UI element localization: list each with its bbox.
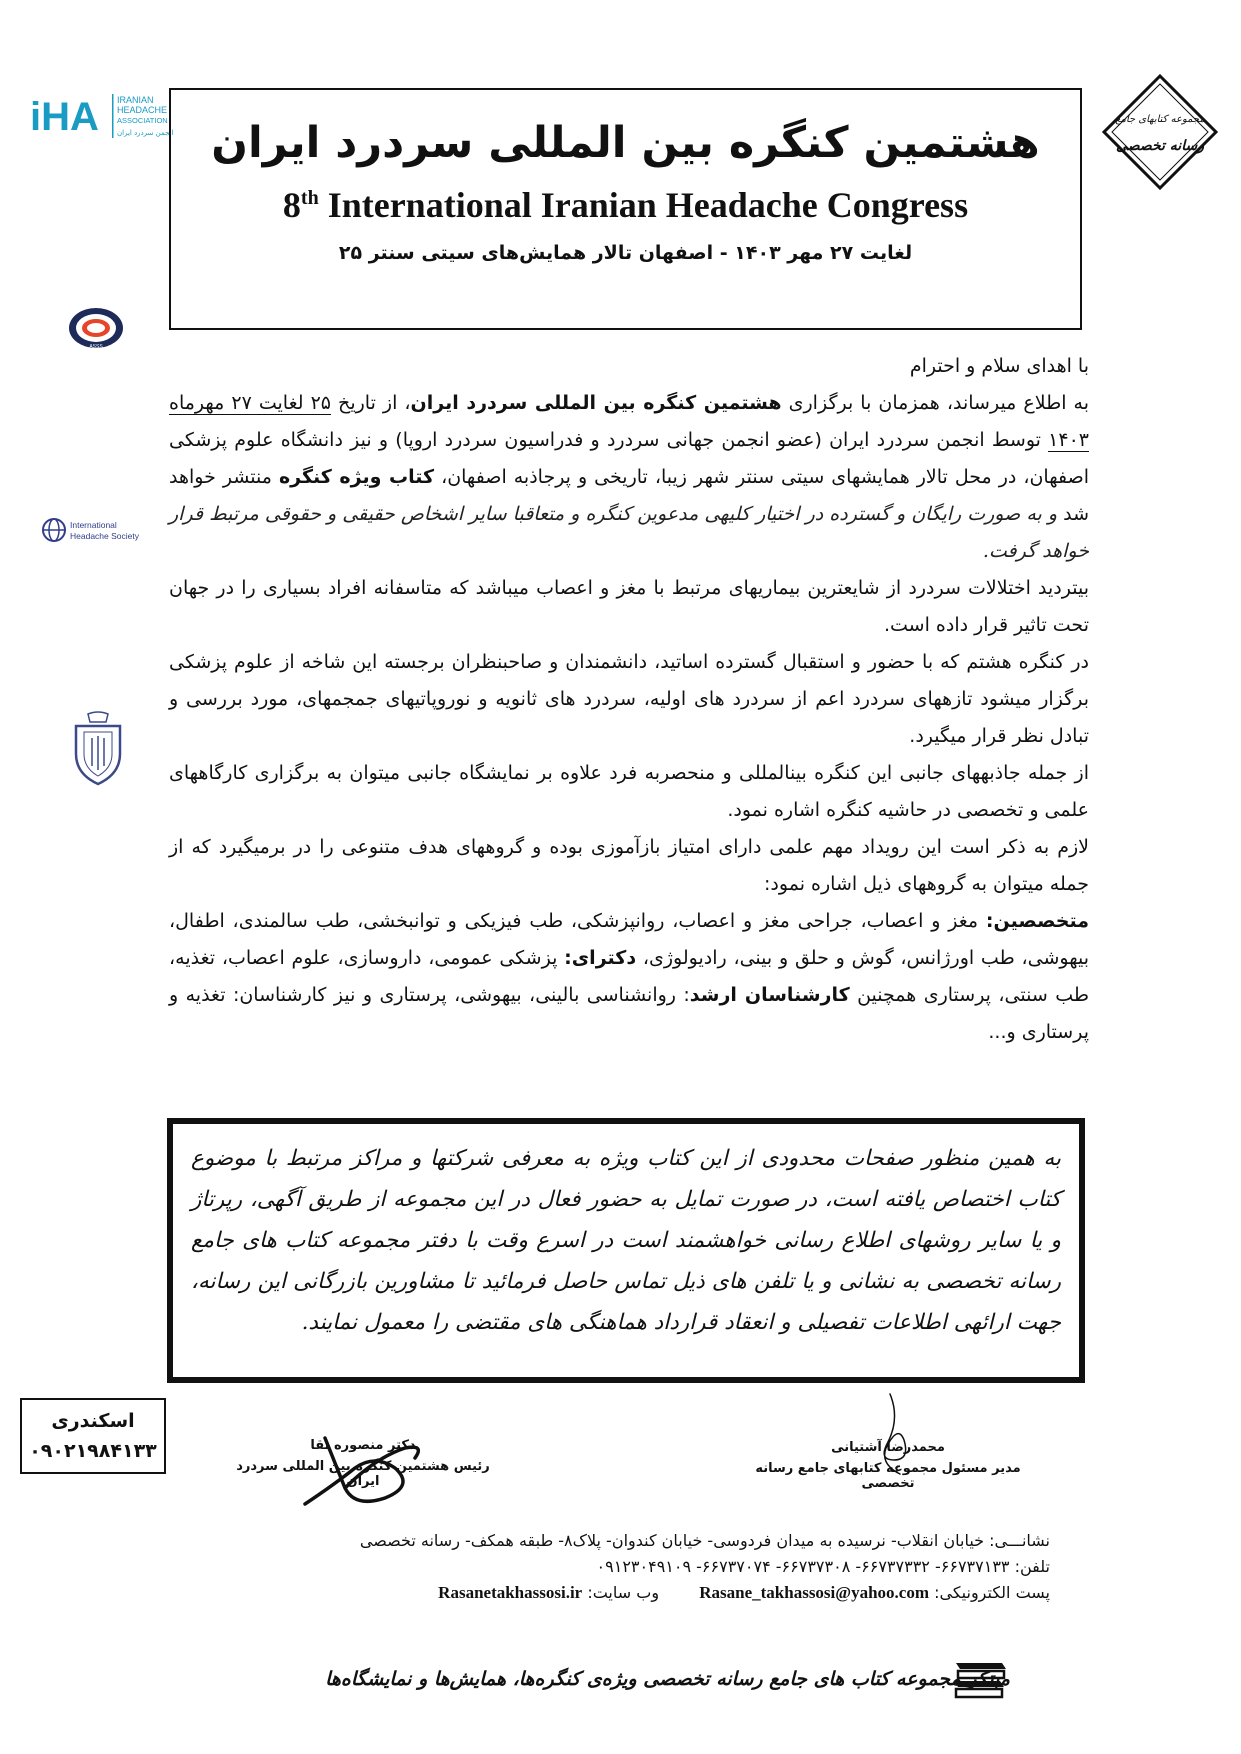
email-website-line xyxy=(180,1580,1050,1606)
congress-title-en xyxy=(171,184,1080,226)
office-phones: تلفن: ۶۶۷۳۷۱۳۳- ۶۶۷۳۷۳۳۲- ۶۶۷۳۷۳۰۸- ۶۶۷۳۷۰۷۴- ۰۹۱۲۳۰۴۹۱۰۹ xyxy=(596,1557,1050,1576)
paragraph-topics: در کنگره هشتم که با حضور و استقبال گسترده اساتید، دانشمندان و صاحبنظران برجسته این شاخه از علوم پزشکی برگزار میشود تازههای سردرد اعم از سردرد های اولیه، سردرد های ثانویه و نوروپاتیهای جمجمهای، مورد بررسی و تبادل نظر قرار میگیرد. xyxy=(169,651,1089,747)
office-address: نشانـــی: خیابان انقلاب- نرسیده به میدان فردوسی- خیابان کندوان- پلاک۸- طبقه همکف- رسانه تخصصی xyxy=(359,1531,1050,1550)
congress-title-fa: هشتمین کنگره بین المللی سردرد ایران xyxy=(211,118,1040,168)
iha-logo xyxy=(30,92,174,142)
p1-dates: ۲۵ لغایت ۲۷ مهرماه ۱۴۰۳ xyxy=(169,392,1089,451)
title-en-rest: International Iranian Headache Congress xyxy=(318,184,969,225)
specialists-list: مغز و اعصاب، جراحی مغز و اعصاب، روانپزشکی، طب فیزیکی و توانبخشی، طب سالمندی، اطفال، بیهوشی، طب اورژانس، گوش و حلق و بینی، رادیولوژی، xyxy=(169,910,1089,969)
director-signature-scribble xyxy=(860,1388,940,1478)
p1-distribution: و به صورت رایگان و گسترده در اختیار کلیهی مدعوین کنگره و متعاقبا سایر اشخاص حقیقی و حقوقی مرتبط قرار خواهد گرفت. xyxy=(169,503,1089,562)
footer-contact-info xyxy=(180,1528,1050,1606)
president-signature-scribble xyxy=(285,1418,435,1518)
university-shield-logo xyxy=(70,710,126,786)
rasane-brand-logo xyxy=(1100,72,1220,192)
website-link[interactable]: Rasanetakhassosi.ir xyxy=(438,1583,583,1602)
paragraph-workshops: از جمله جاذبههای جانبی این کنگره بینالمللی و منحصربه فرد علاوه بر نمایشگاه جانبی میتوان به برگزاری کارگاههای علمی و تخصصی در حاشیه کنگره اشاره نمود. xyxy=(169,762,1089,821)
title-en-ordinal: 8 xyxy=(282,184,301,225)
advertising-notice-text: به همین منظور صفحات محدودی از این کتاب ویژه به معرفی شرکتها و مراکز مرتبط با موضوع کتاب اختصاص یافته است، در صورت تمایل به حضور فعال در این مجموعه از طریق آگهی، رپرتاژ و یا سایر روشهای اطلاع رسانی خواهشمند است در اسرع وقت با دفتر مجموعه کتاب های جامع رسانه تخصصی به نشانی و یا تلفن های ذیل تماس حاصل فرمائید تا مشاورین بازرگانی این رسانه، جهت ارائهی اطلاعات تفصیلی و انعقاد قرارداد هماهنگی های مقتضی را معمول نمایند. xyxy=(191,1146,1061,1335)
email-label: پست الکترونیکی: xyxy=(934,1583,1050,1602)
label-masters: کارشناسان ارشد xyxy=(689,984,850,1006)
email-link[interactable]: Rasane_takhassosi@yahoo.com xyxy=(699,1583,929,1602)
p1-a: به اطلاع میرساند، همزمان با برگزاری xyxy=(781,392,1089,414)
congress-date-venue: ۲۵ لغایت ۲۷ مهر ۱۴۰۳ - اصفهان تالار همایش‌های سیتی سنتر xyxy=(338,241,913,264)
contact-person-phone: ۰۹۰۲۱۹۸۴۱۳۳ xyxy=(29,1440,157,1462)
label-specialists: متخصصین: xyxy=(985,910,1089,932)
president-title: رئیس هشتمین کنگره بین المللی سردرد ایران xyxy=(236,1459,490,1489)
advertising-notice-box xyxy=(167,1118,1085,1383)
contact-person-name: اسکندری xyxy=(51,1410,135,1432)
website-label: وب سایت: xyxy=(587,1583,660,1602)
association-circle-logo xyxy=(66,304,126,352)
masters-list: : روانشناسی بالینی، بیهوشی، پرستاری و نیز کارشناسان: تغذیه و پرستاری و... xyxy=(169,984,1089,1043)
congress-header xyxy=(169,88,1082,330)
p1-g: منتشر خواهد شد xyxy=(169,466,1089,525)
president-name: دکتر منصوره تقا xyxy=(310,1438,416,1453)
p1-e: توسط انجمن سردرد ایران (عضو انجمن جهانی سردرد و فدراسیون سردرد اروپا) و نیز دانشگاه علوم پزشکی اصفهان، در محل تالار همایشهای سیتی سنتر شهر زیبا، تاریخی و پرجاذبه اصفهان، xyxy=(169,429,1089,488)
director-name: محمدرضا آشتیانی xyxy=(831,1440,945,1455)
brand-text-top: مجموعه کتابهای جامع xyxy=(1115,114,1205,125)
iha-line2: HEADACHE xyxy=(117,105,168,115)
ihs-line2: Headache Society xyxy=(70,531,139,541)
paragraph-target-groups: لازم به ذکر است این رویداد مهم علمی دارای امتیاز بازآموزی بوده و گروههای هدف متنوعی را در برمیگیرد که از جمله میتوان به گروههای ذیل اشاره نمود: xyxy=(169,836,1089,895)
paragraph-headache: بیتردید اختلالات سردرد از شایعترین بیماریهای مرتبط با مغز و اعصاب میباشد که متاسفانه افراد بسیاری را در جهان تحت تاثیر قرار داده است. xyxy=(169,577,1089,636)
circle-logo-text: ASSS xyxy=(89,344,103,350)
label-doctorate: دکترای: xyxy=(564,947,637,969)
contact-person-box xyxy=(20,1398,166,1474)
paragraph-intro xyxy=(169,385,1089,570)
director-title: مدیر مسئول مجموعه کتابهای جامع رسانه تخصصی xyxy=(755,1461,1021,1491)
paragraph-specialties xyxy=(169,903,1089,1051)
p1-special-book: کتاب ویژه کنگره xyxy=(278,466,435,488)
iha-line3: ASSOCIATION xyxy=(117,116,168,125)
footer-slogan: مبتکر مجموعه کتاب های جامع رسانه تخصصی ویژه‌ی کنگره‌ها، همایش‌ها و نمایشگاه‌ها xyxy=(325,1668,1010,1690)
iha-line4: انجمن سردرد ایران xyxy=(117,129,174,137)
ihs-line1: International xyxy=(70,520,117,530)
doctorate-list: پزشکی عمومی، داروسازی، علوم اعصاب، تغذیه، طب سنتی، پرستاری همچنین xyxy=(169,947,1089,1006)
letter-body xyxy=(169,348,1089,1051)
ihs-logo xyxy=(40,515,152,545)
greeting: با اهدای سلام و احترام xyxy=(909,355,1089,377)
iha-letters: iHA xyxy=(30,95,99,139)
title-en-sup: th xyxy=(300,186,319,209)
p1-c: ، از تاریخ xyxy=(331,392,411,414)
iha-line1: IRANIAN xyxy=(117,95,154,105)
p1-congress-name: هشتمین کنگره بین المللی سردرد ایران xyxy=(410,392,782,414)
brand-text-bottom: رسانه تخصصی xyxy=(1116,138,1204,154)
